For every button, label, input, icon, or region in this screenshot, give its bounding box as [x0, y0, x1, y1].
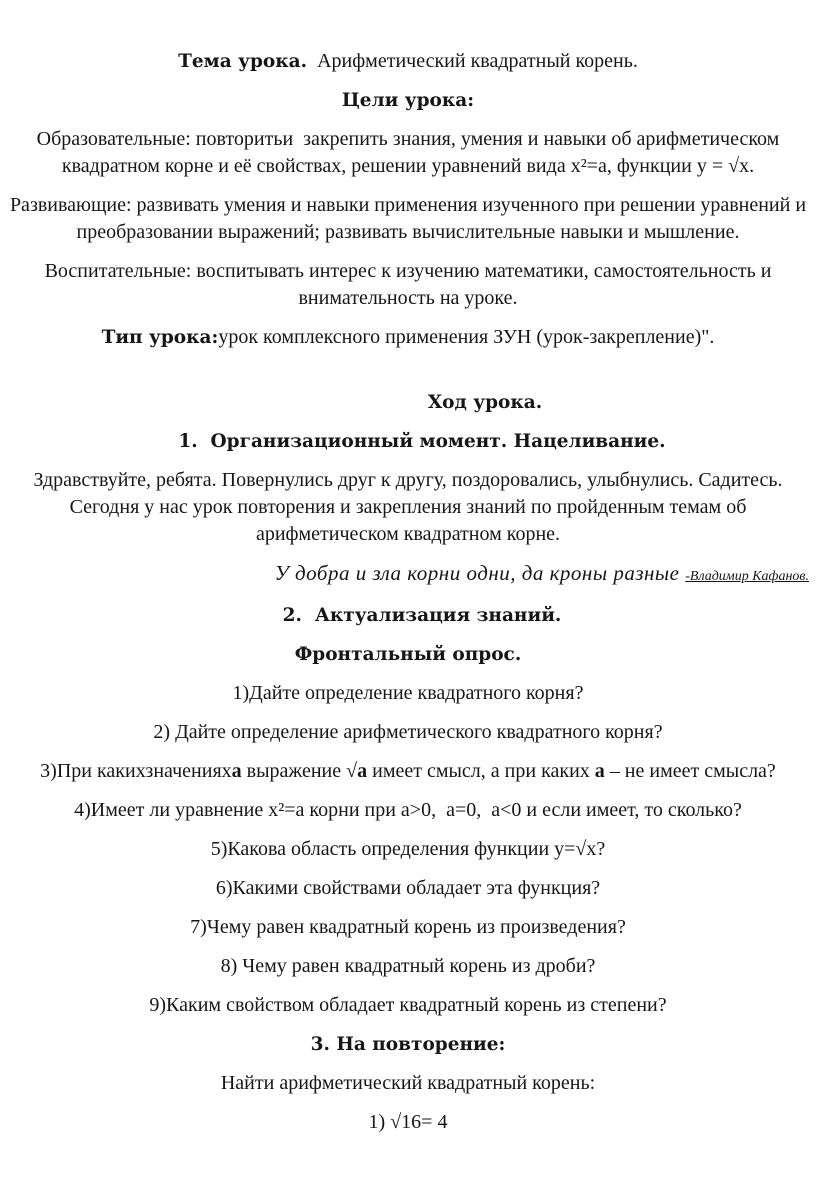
question-9: 9)Каким свойством обладает квадратный корень из степени? — [149, 994, 667, 1016]
goals-heading: Цели урока: — [341, 90, 475, 111]
greeting-paragraph: Здравствуйте, ребята. Повернулись друг к другу, поздоровались, улыбнулись. Садитесь. Сегодня у нас урок повторения и закрепления знаний по пройденным темам об арифметическом квадратном корне. — [33, 469, 788, 545]
goal-educational: Образовательные: повторитьи закрепить знания, умения и навыки об арифметическом квадратном корне и её свойствах, решении уравнений вида x²=a, функции y = √x. — [36, 128, 785, 177]
question-5: 5)Какова область определения функции y=√x? — [210, 838, 606, 860]
epigraph-author: -Владимир Кафанов. — [685, 569, 809, 584]
question-4: 4)Имеет ли уравнение x²=a корни при a>0, a=0, a<0 и если имеет, то сколько? — [74, 799, 742, 821]
flow-heading: Ход урока. — [427, 392, 543, 413]
lesson-topic-line — [5, 48, 811, 75]
survey-heading: Фронтальный опрос. — [294, 644, 522, 665]
epigraph — [5, 560, 811, 590]
lesson-topic-label: Тема урока. — [178, 51, 308, 72]
question-8: 8) Чему равен квадратный корень из дроби? — [220, 955, 596, 977]
lesson-type-text: урок комплексного применения ЗУН (урок-закрепление)". — [218, 326, 715, 348]
goal-upbringing: Воспитательные: воспитывать интерес к изучению математики, самостоятельность и внимательность на уроке. — [44, 260, 777, 309]
task-1: 1) √16= 4 — [368, 1111, 448, 1133]
lesson-type-line — [5, 324, 811, 351]
epigraph-text: У добра и зла корни одни, да кроны разные — [274, 561, 686, 585]
step1-heading: 1. Организационный момент. Нацеливание. — [178, 431, 666, 452]
question-1: 1)Дайте определение квадратного корня? — [232, 682, 584, 704]
task-intro: Найти арифметический квадратный корень: — [220, 1072, 596, 1094]
question-2: 2) Дайте определение арифметического квадратного корня? — [153, 721, 663, 743]
lesson-topic-text: Арифметический квадратный корень. — [307, 50, 638, 72]
question-6: 6)Какими свойствами обладает эта функция? — [215, 877, 601, 899]
goal-developing: Развивающие: развивать умения и навыки применения изученного при решении уравнений и преобразовании выражений; развивать вычислительные навыки и мышление. — [9, 194, 812, 243]
question-3: 3)При какихзначенияха выражение √а имеет смысл, а при каких а – не имеет смысла? — [40, 760, 776, 782]
step2-heading: 2. Актуализация знаний. — [282, 605, 562, 626]
question-7: 7)Чему равен квадратный корень из произведения? — [190, 916, 626, 938]
lesson-type-label: Тип урока: — [101, 327, 219, 348]
step3-heading: 3. На повторение: — [310, 1034, 506, 1055]
